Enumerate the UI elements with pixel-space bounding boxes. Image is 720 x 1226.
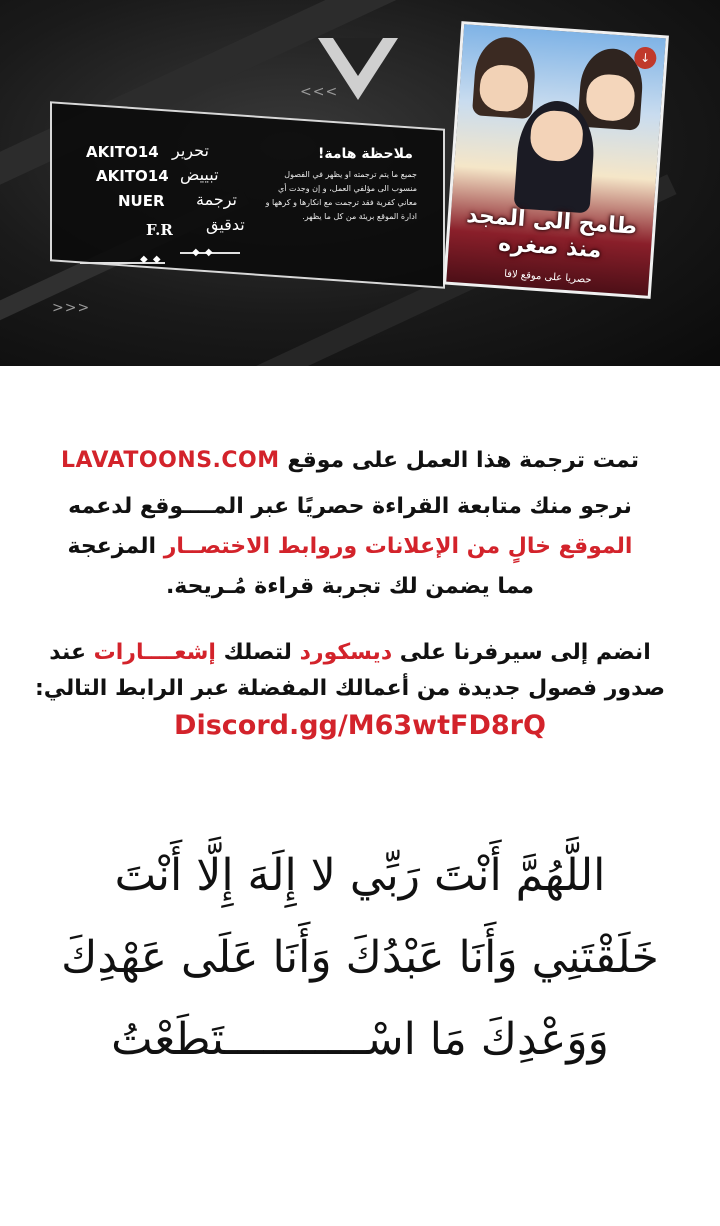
info-text-highlight: إشعــــارات xyxy=(93,640,216,665)
credit-name-cleaning: AKITO14 xyxy=(96,167,169,185)
info-line-discord xyxy=(10,640,690,665)
discord-link[interactable]: Discord.gg/M63wtFD8rQ xyxy=(174,710,546,741)
cover-title: طامح الى المجد منذ صغره xyxy=(465,202,638,264)
chevron-inner-shape xyxy=(333,38,383,76)
credit-role-editing: تحرير xyxy=(172,141,209,160)
credit-name-translation: NUER xyxy=(118,192,165,210)
credit-name-proofreading: F.R xyxy=(146,221,173,239)
site-name: LAVATOONS.COM xyxy=(60,448,280,473)
info-text: نرجو منك متابعة القراءة حصريًا عبر المــــوقع لدعمه xyxy=(68,494,632,519)
info-line-chapters xyxy=(10,676,690,701)
info-text: تمت ترجمة هذا العمل على موقع xyxy=(287,448,640,473)
prayer-line-3: وَوَعْدِكَ مَا اسْـــــــــــتَطَعْتُ xyxy=(111,1014,609,1065)
credit-role-cleaning: تبييض xyxy=(180,165,219,184)
info-line-support xyxy=(10,494,690,519)
credit-role-translation: ترجمة xyxy=(196,190,237,209)
credits-banner xyxy=(0,0,720,366)
info-text-highlight: ديسكورد xyxy=(299,640,393,665)
diamond-decoration: ◆ ◆ xyxy=(140,254,162,265)
note-title: ملاحظة هامة! xyxy=(318,146,413,162)
arrows-decoration-top: <<< xyxy=(300,84,339,100)
info-text: صدور فصول جديدة من أعمالك المفضلة عبر الرابط التالي: xyxy=(34,676,666,701)
info-line-site xyxy=(10,448,690,473)
info-line-experience xyxy=(10,574,690,599)
info-line-ads xyxy=(10,534,690,559)
cover-subtitle: حصريا على موقع لافا xyxy=(503,268,592,286)
download-icon: ↓ xyxy=(634,46,657,69)
info-text: مما يضمن لك تجربة قراءة مُـريحة. xyxy=(165,574,535,599)
info-text: انضم إلى سيرفرنا على xyxy=(399,640,651,665)
note-body: جميع ما يتم ترجمته او يظهر في الفصول منسوب الى مؤلفي العمل، و إن وجدت أي معاني كفرية فقد ترجمت مع انكارها و كرهها و ادارة الموقع بريئة من كل ما يظهر. xyxy=(265,170,417,221)
prayer-line-1: اللَّهُمَّ أَنْتَ رَبِّي لا إِلَهَ إِلَّا أَنْتَ xyxy=(114,850,606,901)
credit-role-proofreading: تدقيق xyxy=(206,215,245,234)
info-text: المزعجة xyxy=(67,534,157,559)
credit-name-editing: AKITO14 xyxy=(86,143,159,161)
manga-cover xyxy=(443,21,669,299)
arrows-decoration-bottom: >>> xyxy=(52,300,91,316)
diamond-decoration: ◆ ◆ xyxy=(192,247,214,258)
prayer-line-2: خَلَقْتَنِي وَأَنَا عَبْدُكَ وَأَنَا عَلَى عَهْدِكَ xyxy=(61,932,659,983)
info-text: عند xyxy=(49,640,86,665)
info-text: لتصلك xyxy=(223,640,292,665)
info-text-highlight: الموقع خالٍ من الإعلانات وروابط الاختصــار xyxy=(163,534,633,559)
